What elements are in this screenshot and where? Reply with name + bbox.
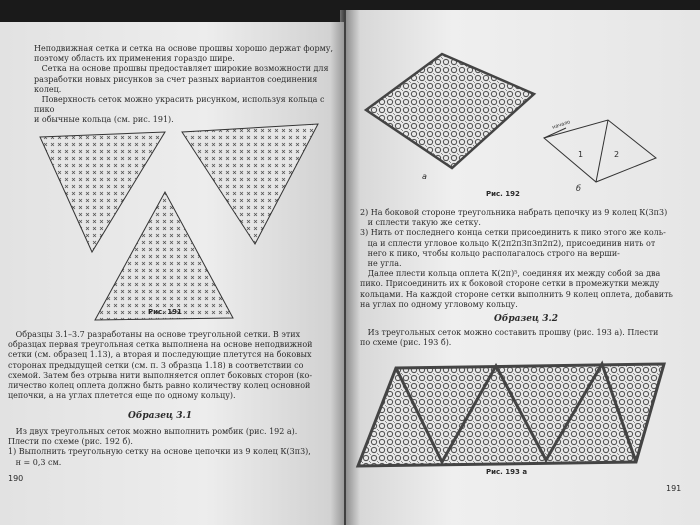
label-2: 2	[614, 150, 620, 159]
label-start: начало	[551, 119, 572, 131]
lace-rhombus	[366, 54, 534, 168]
figure-192-caption: Рис. 192	[486, 190, 520, 198]
page-number-right: 191	[666, 484, 682, 493]
sample-heading-right: Образец 3.2	[494, 314, 558, 324]
page-number-left: 190	[8, 474, 24, 483]
figure-193-lace-insertion	[346, 350, 700, 470]
steps-paragraph: 2) На боковой стороне треугольника набрать цепочку из 9 колец К(3п3) и сплести такую же сетку. 3) Нить от последнего конца сетки присоединить к пико этого же коль- ца и сплести угловое кольцо К(2п2п3п3п2п2), присоединив нить от него к пико, чтобы кольцо располагалось строго на верши- не угла. Далее плести кольца оплета К(2п)⁵, соединяя их между собой за два пико. Присоединить их к боковой стороне сетки в промежутки между кольцами. На каждой стороне сетки выполнить 9 колец оплета, добавить на углах по одному угловому кольцу.	[360, 208, 673, 309]
label-a: а	[422, 172, 427, 181]
figure-191	[0, 22, 344, 282]
bottom-paragraph: Из двух треугольных сеток можно выполнить ромбик (рис. 192 а). Плести по схеме (рис. 192 б). 1) Выполнить треугольную сетку на основе цепочки из 9 колец К(3п3), н = 0,3 см.	[8, 427, 311, 467]
middle-paragraph: Образцы 3.1–3.7 разработаны на основе треугольной сетки. В этих образцах первая треугольная сетка выполнена на основе неподвижной сетки (см. образец 1.13), а вторая и последующие плетутся на боковых сторонах предыдущей сетки (см. п. 3 образца 1.18) в соответствии со схемой. Затем без отрыва нити выполняется оплет боковых сторон (ко- личество колец оплета должно быть равно количеству колец основной цепочки, а на углах плетется еще по одному кольцу).	[8, 330, 313, 401]
figure-192	[346, 10, 700, 210]
triangle-net-2	[182, 124, 318, 244]
left-page	[0, 22, 344, 525]
figure-191-caption: Рис. 191	[148, 308, 182, 316]
label-1: 1	[578, 150, 584, 159]
top-paragraph: Неподвижная сетка и сетка на основе прошвы хорошо держат форму, поэтому область их применения гораздо шире. Сетка на основе прошвы предоставляет широкие возможности для разработки новых рисунков за счет разных вариантов соединения колец. Поверхность сеток можно украсить рисунком, используя кольца с пико и обычные кольца (см. рис. 191).	[34, 44, 334, 125]
right-page	[346, 10, 700, 525]
label-b: б	[576, 184, 581, 193]
rhombus-scheme	[544, 120, 656, 182]
intro-paragraph: Из треугольных сеток можно составить прошву (рис. 193 а). Плести по схеме (рис. 193 б).	[360, 328, 659, 348]
figure-193-caption: Рис. 193 а	[486, 468, 528, 476]
sample-heading: Образец 3.1	[128, 411, 192, 421]
